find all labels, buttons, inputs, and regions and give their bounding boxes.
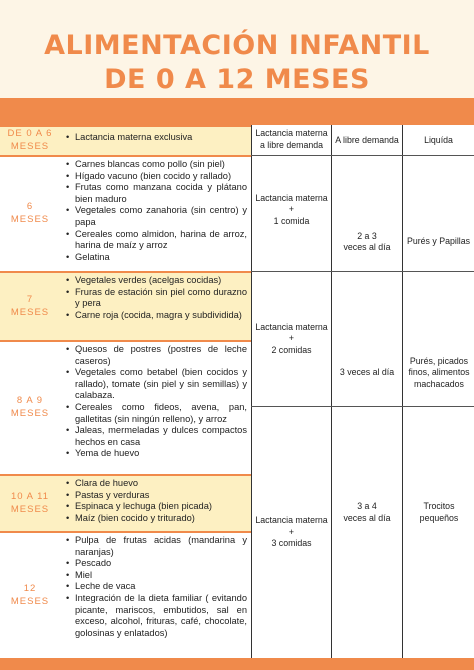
title-line-1: ALIMENTACIÓN INFANTIL bbox=[44, 30, 430, 61]
list-item: • Pescado bbox=[75, 558, 247, 570]
milk-10-12: Lactancia materna + 3 comidas bbox=[255, 515, 328, 549]
list-item: • Leche de vaca bbox=[75, 581, 247, 593]
foods-10-11-months bbox=[60, 474, 251, 531]
list-item: • Carnes blancas como pollo (sin piel) bbox=[75, 159, 247, 171]
age-7-months: 7 MESES bbox=[0, 271, 60, 340]
texture-0-6: Liquída bbox=[424, 134, 453, 145]
foods-0-6-months bbox=[60, 125, 251, 155]
list-item: • Fruras de estación sin piel como durazno y pera bbox=[75, 287, 247, 310]
age-10-11-months: 10 A 11 MESES bbox=[0, 474, 60, 531]
title-line-2: DE 0 A 12 MESES bbox=[104, 64, 370, 95]
list-item: • Yema de huevo bbox=[75, 448, 247, 460]
list-item: • Pastas y verduras bbox=[75, 490, 247, 502]
list-item: • Pulpa de frutas acidas (mandarina y naranjas) bbox=[75, 535, 247, 558]
list-item: • Vegetales como betabel (bien cocidos y rallado), tomate (sin piel y sin semillas) y calabaza. bbox=[75, 367, 247, 402]
footer-band bbox=[0, 658, 474, 670]
list-item: • Clara de huevo bbox=[75, 478, 247, 490]
list-item: • Carne roja (cocida, magra y subdividida) bbox=[75, 310, 247, 322]
texture-6-7: Purés y Papillas bbox=[406, 236, 471, 247]
frequency-6-7: 2 a 3 veces al día bbox=[343, 230, 391, 252]
frequency-8-9: 3 veces al día bbox=[339, 367, 395, 378]
age-8-9-months: 8 A 9 MESES bbox=[0, 340, 60, 474]
list-item: • Cereales como fideos, avena, pan, galletitas (sin ningún relleno), y arroz bbox=[75, 402, 247, 425]
frequency-10-12: 3 a 4 veces al día bbox=[343, 501, 391, 523]
list-item: • Quesos de postres (postres de leche caseros) bbox=[75, 344, 247, 367]
list-item: • Frutas como manzana cocida y plátano bien maduro bbox=[75, 182, 247, 205]
list-item: • Integración de la dieta familiar ( evitando picante, mariscos, embutidos, sal en exceso, alcohol, frituras, café, chocolate, golosinas y enlatados) bbox=[75, 593, 247, 639]
foods-6-months bbox=[60, 155, 251, 271]
list-item: • Jaleas, mermeladas y dulces compactos hechos en casa bbox=[75, 425, 247, 448]
age-12-months: 12 MESES bbox=[0, 531, 60, 658]
foods-12-months bbox=[60, 531, 251, 658]
list-item: • Gelatina bbox=[75, 252, 247, 264]
age-0-6-months: DE 0 A 6 MESES bbox=[0, 125, 60, 155]
header-band bbox=[0, 98, 474, 125]
age-6-months: 6 MESES bbox=[0, 155, 60, 271]
frequency-0-6: A libre demanda bbox=[335, 134, 399, 145]
milk-8-9: Lactancia materna + 2 comidas bbox=[255, 321, 328, 355]
foods-8-9-months bbox=[60, 340, 251, 474]
list-item: • Miel bbox=[75, 570, 247, 582]
list-item: • Maíz (bien cocido y triturado) bbox=[75, 513, 247, 525]
texture-10-12: Trocitos pequeños bbox=[419, 501, 459, 523]
list-item: • Hígado vacuno (bien cocido y rallado) bbox=[75, 171, 247, 183]
list-item: • Vegetales como zanahoria (sin centro) y papa bbox=[75, 205, 247, 228]
milk-0-6: Lactancia materna a libre demanda bbox=[255, 128, 328, 150]
list-item: • Vegetales verdes (acelgas cocidas) bbox=[75, 275, 247, 287]
texture-8-9: Purés, picados finos, alimentos machacados bbox=[408, 355, 470, 389]
foods-7-months bbox=[60, 271, 251, 340]
milk-6-7: Lactancia materna + 1 comida bbox=[255, 192, 328, 226]
list-item: • Lactancia materna exclusiva bbox=[75, 132, 247, 144]
list-item: • Espinaca y lechuga (bien picada) bbox=[75, 501, 247, 513]
list-item: • Cereales como almidon, harina de arroz, harina de maíz y arroz bbox=[75, 229, 247, 252]
